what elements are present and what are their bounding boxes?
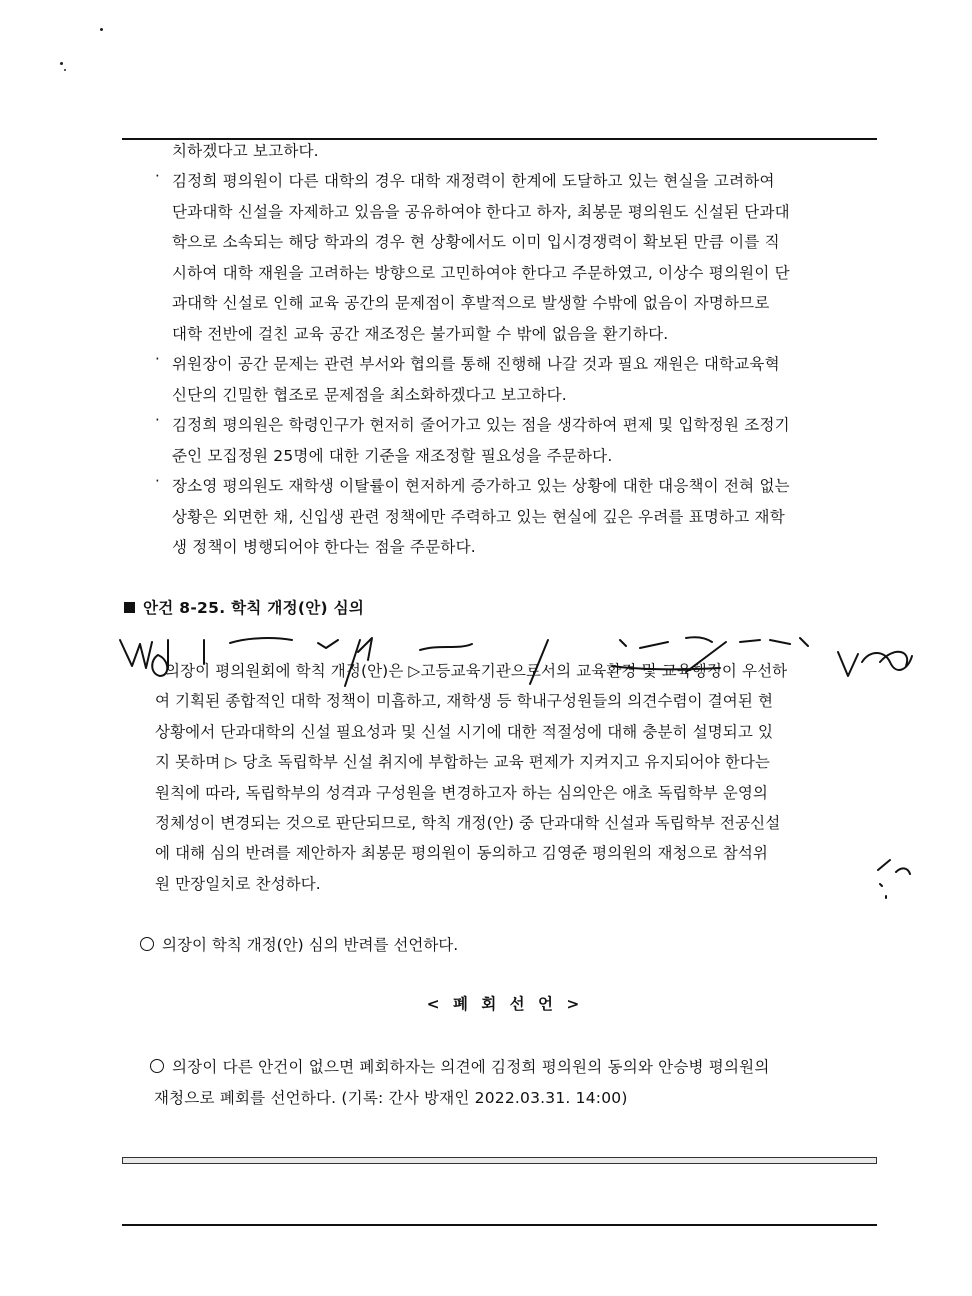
bullet-line: 신단의 긴밀한 협조로 문제점을 최소화하겠다고 보고하다.	[172, 385, 567, 404]
bullet-line: 상황은 외면한 채, 신입생 관련 정책에만 주력하고 있는 현실에 깊은 우려를 표명하고 재학	[172, 507, 785, 526]
agenda-motion	[155, 656, 875, 899]
closing-line: 재청으로 폐회를 선언하다. (기록: 간사 방재인 2022.03.31. 14:00)	[154, 1088, 628, 1107]
bullet-line: 김정희 평의원은 학령인구가 현저히 줄어가고 있는 점을 생각하여 편제 및 입학정원 조정기	[172, 416, 790, 434]
motion-line: 의장이 평의원회에 학칙 개정(안)은 ▷고등교육기관으로서의 교육환경 및 교육행정이 우선하	[165, 662, 788, 680]
motion-line: 원칙에 따라, 독립학부의 성격과 구성원을 변경하고자 하는 심의안은 애초 독립학부 운영의	[155, 783, 768, 802]
motion-line: 상황에서 단과대학의 신설 필요성과 및 신설 시기에 대한 적절성에 대해 충분히 설명되고 있	[155, 722, 774, 741]
declaration-text: 의장이 학칙 개정(안) 심의 반려를 선언하다.	[162, 936, 459, 954]
circle-bullet-icon	[140, 937, 154, 951]
scan-speck	[60, 62, 63, 65]
motion-line: 원 만장일치로 찬성하다.	[155, 874, 321, 893]
footer-bar	[122, 1157, 877, 1164]
declaration-line	[140, 930, 458, 961]
motion-line: 에 대해 심의 반려를 제안하자 최봉문 평의원이 동의하고 김영준 평의원의 재청으로 참석위	[155, 844, 769, 863]
circle-bullet-icon	[150, 1059, 164, 1073]
bullet-marker: ·	[155, 472, 160, 490]
bottom-rule	[122, 1224, 877, 1226]
bullet-line: 과대학 신설로 인해 교육 공간의 문제점이 후발적으로 발생할 수밖에 없음이 자명하므로	[172, 294, 770, 312]
scan-speck	[100, 28, 103, 31]
bullet-text	[172, 349, 875, 410]
bullet-line: 장소영 평의원도 재학생 이탈률이 현저하게 증가하고 있는 상황에 대한 대응책이 전혀 없는	[172, 477, 790, 495]
motion-line: 여 기획된 종합적인 대학 정책이 미흡하고, 재학생 등 학내구성원들의 의견수렴이 결여된 현	[155, 692, 774, 711]
bullet-marker: ·	[155, 411, 160, 429]
continuation-line: 치하겠다고 보고하다.	[172, 142, 319, 160]
closing-line-text: 의장이 다른 안건이 없으면 폐회하자는 의견에 김정희 평의원의 동의와 안승병 평의원의	[172, 1058, 770, 1076]
bullet-line: 김정희 평의원이 다른 대학의 경우 대학 재정력이 한계에 도달하고 있는 현실을 고려하여	[172, 172, 775, 190]
bullet-line: 대학 전반에 걸친 교육 공간 재조정은 불가피할 수 밖에 없음을 환기하다.	[172, 324, 669, 343]
closing-line	[150, 1052, 875, 1083]
bullet-line: 준인 모집정원 25명에 대한 기준을 재조정할 필요성을 주문하다.	[172, 446, 613, 465]
bullet-line: 단과대학 신설을 자제하고 있음을 공유하여야 한다고 하자, 최봉문 평의원도 신설된 단과대	[172, 202, 790, 221]
bullet-line: 생 정책이 병행되어야 한다는 점을 주문하다.	[172, 538, 476, 556]
bullet-marker: ·	[155, 350, 160, 368]
closing-paragraph	[150, 1052, 875, 1113]
bullet-line: 시하여 대학 재원을 고려하는 방향으로 고민하여야 한다고 주문하였고, 이상수 평의원이 단	[172, 263, 790, 282]
motion-line: 지 못하며 ▷ 당초 독립학부 신설 취지에 부합하는 교육 편제가 지켜지고 유지되어야 한다는	[155, 753, 770, 772]
bullet-text	[172, 410, 875, 471]
bullet-text	[172, 471, 875, 563]
closing-heading: < 폐 회 선 언 >	[426, 995, 584, 1013]
agenda-title-text: 안건 8-25. 학칙 개정(안) 심의	[143, 599, 365, 617]
agenda-title	[124, 596, 364, 618]
bullet-marker: ·	[155, 167, 160, 185]
bullet-text	[172, 166, 875, 349]
square-bullet-icon	[124, 602, 135, 613]
bullet-line: 위원장이 공간 문제는 관련 부서와 협의를 통해 진행해 나갈 것과 필요 재원은 대학교육혁	[172, 355, 780, 373]
scan-speck	[64, 69, 66, 71]
motion-line: 정체성이 변경되는 것으로 판단되므로, 학칙 개정(안) 중 단과대학 신설과 독립학부 전공신설	[155, 814, 781, 833]
bullet-line: 학으로 소속되는 해당 학과의 경우 현 상황에서도 이미 입시경쟁력이 확보된 만큼 이를 직	[172, 233, 780, 251]
